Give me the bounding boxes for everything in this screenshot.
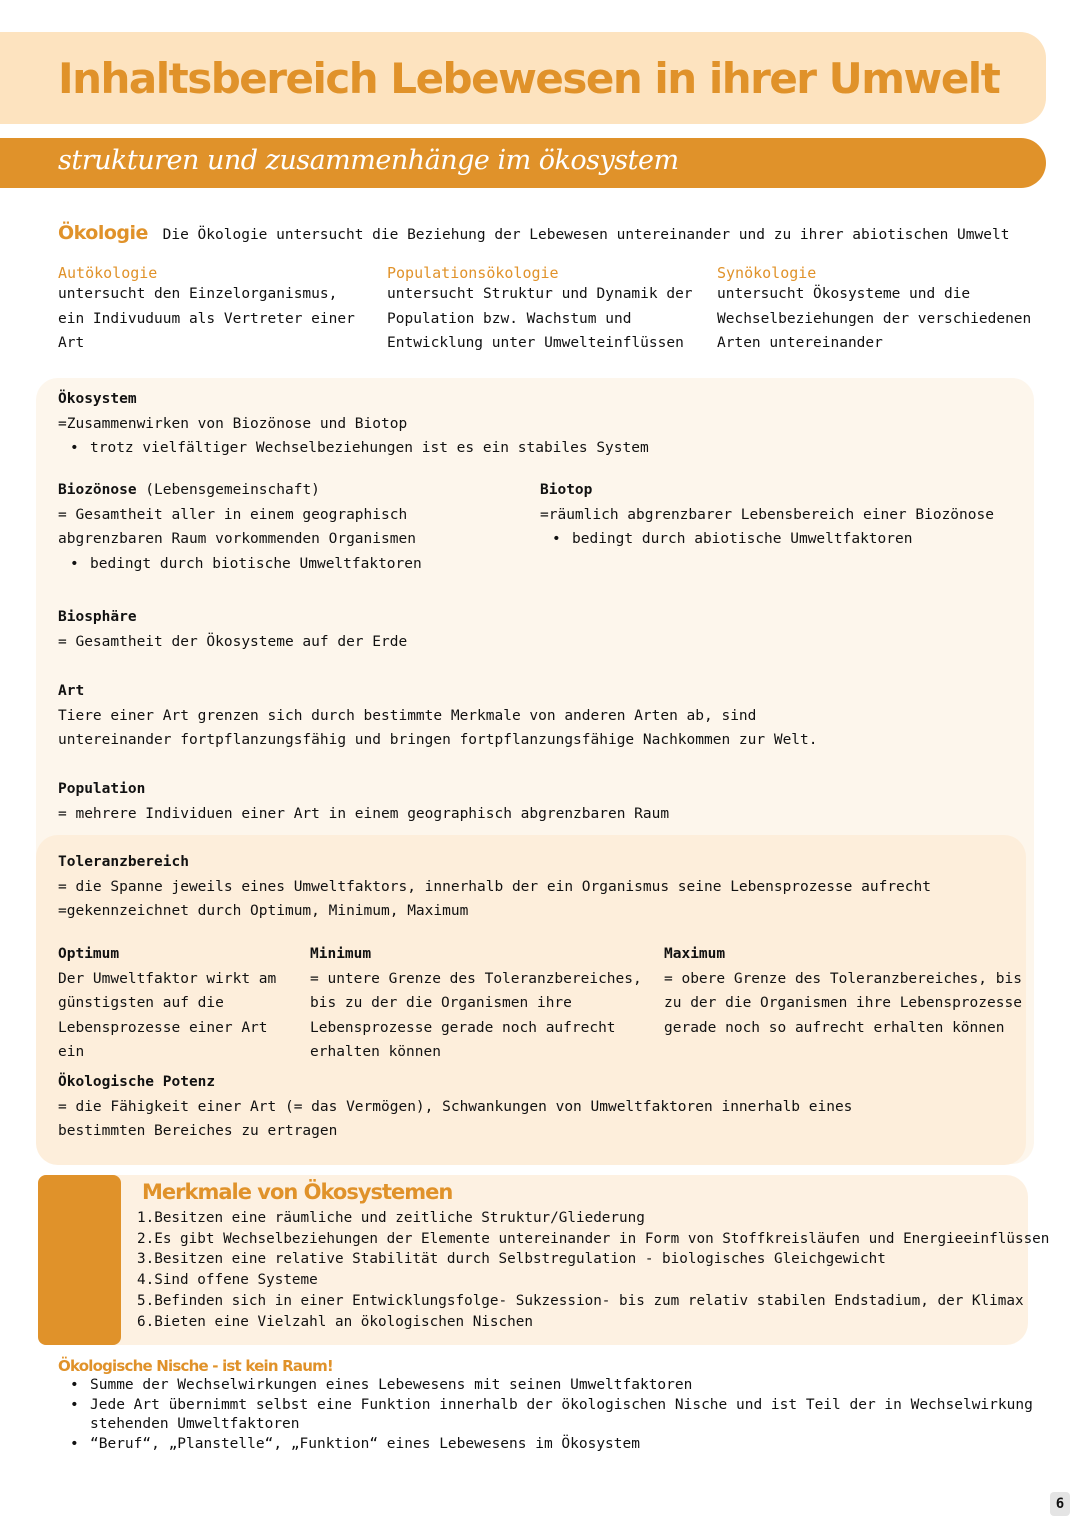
- column-title: Optimum: [58, 946, 120, 962]
- section-title: Ökosystem: [58, 391, 137, 407]
- oekologie-text: Die Ökologie untersucht die Beziehung der Lebewesen untereinander und zu ihrer abiotischen Umwelt: [162, 227, 1010, 243]
- column-text: Der Umweltfaktor wirkt am günstigsten auf die Lebensprozesse einer Art ein: [58, 970, 277, 1060]
- oekologie-term: Ökologie: [58, 222, 148, 244]
- biotop-section: [540, 478, 1020, 552]
- section-text: =räumlich abgrenzbarer Lebensbereich einer Biozönose: [540, 506, 994, 523]
- column-synoekologie: [717, 264, 1037, 356]
- column-autoekologie: [58, 264, 368, 356]
- column-title: Maximum: [664, 946, 726, 962]
- toleranz-section: [58, 850, 1018, 924]
- column-text: untersucht Struktur und Dynamik der Population bzw. Wachstum und Entwicklung unter Umwelteinflüssen: [387, 286, 693, 351]
- merkmale-title: Merkmale von Ökosystemen: [142, 1180, 453, 1204]
- art-section: [58, 679, 848, 753]
- section-text: = Gesamtheit aller in einem geographisch abgrenzbaren Raum vorkommenden Organismen: [58, 506, 416, 547]
- page-subtitle: strukturen und zusammenhänge im ökosystem: [58, 145, 679, 176]
- list-item: 1.Besitzen eine räumliche und zeitliche Struktur/Gliederung: [137, 1210, 645, 1226]
- minimum-column: [310, 942, 655, 1065]
- bullet-item: • “Beruf“, „Planstelle“, „Funktion“ eines Lebewesens im Ökosystem: [58, 1435, 1033, 1455]
- list-item: 5.Befinden sich in einer Entwicklungsfolge- Sukzession- bis zum relativ stabilen Endstadium, der Klimax: [137, 1292, 1024, 1309]
- bullet-item: • Summe der Wechselwirkungen eines Lebewesens mit seinen Umweltfaktoren: [58, 1376, 1033, 1396]
- section-text: = mehrere Individuen einer Art in einem geographisch abgrenzbaren Raum: [58, 805, 670, 822]
- page-title: Inhaltsbereich Lebewesen in ihrer Umwelt: [58, 54, 1000, 103]
- merkmale-accent-block: [38, 1175, 121, 1345]
- column-text: untersucht Ökosysteme und die Wechselbeziehungen der verschiedenen Arten untereinander: [717, 286, 1032, 351]
- title-note: (Lebensgemeinschaft): [136, 482, 320, 498]
- section-text: =gekennzeichnet durch Optimum, Minimum, Maximum: [58, 903, 469, 919]
- column-text: untersucht den Einzelorganismus, ein Indivuduum als Vertreter einer Art: [58, 286, 355, 351]
- section-title: Ökologische Potenz: [58, 1074, 216, 1090]
- section-text: Tiere einer Art grenzen sich durch bestimmte Merkmale von anderen Arten ab, sind untereinander fortpflanzungsfähig und bringen fortpflanzungsfähige Nachkommen zur Welt.: [58, 707, 818, 748]
- section-text: = die Fähigkeit einer Art (= das Vermögen), Schwankungen von Umweltfaktoren innerhalb eines bestimmten Bereiches zu ertragen: [58, 1098, 853, 1139]
- list-item: 3.Besitzen eine relative Stabilität durch Selbstregulation - biologisches Gleichgewicht: [137, 1251, 886, 1268]
- bullet-item: • bedingt durch abiotische Umweltfaktoren: [540, 527, 1020, 552]
- column-text: = obere Grenze des Toleranzbereiches, bis zu der die Organismen ihre Lebensprozesse gerade noch so aufrecht erhalten können: [664, 970, 1022, 1036]
- column-title: Populationsökologie: [387, 264, 559, 282]
- bullet-item: • trotz vielfältiger Wechselbeziehungen ist es ein stabiles System: [58, 436, 958, 461]
- potenz-section: [58, 1070, 918, 1144]
- biosphaere-section: [58, 605, 958, 654]
- section-title: Biotop: [540, 482, 593, 498]
- column-title: Minimum: [310, 946, 372, 962]
- oekosystem-section: [58, 387, 958, 461]
- section-text: = die Spanne jeweils eines Umweltfaktors, innerhalb der ein Organismus seine Lebensprozesse aufrecht: [58, 878, 931, 895]
- column-text: = untere Grenze des Toleranzbereiches, bis zu der die Organismen ihre Lebensprozesse gerade noch aufrecht erhalten können: [310, 970, 642, 1060]
- maximum-column: [664, 942, 1029, 1040]
- section-title: Biozönose: [58, 482, 137, 498]
- optimum-column: [58, 942, 293, 1065]
- section-title: Art: [58, 683, 85, 699]
- list-item: 4.Sind offene Systeme: [137, 1272, 318, 1289]
- section-text: =Zusammenwirken von Biozönose und Biotop: [58, 415, 408, 432]
- section-title: Toleranzbereich: [58, 854, 189, 870]
- nische-title: Ökologische Nische - ist kein Raum!: [58, 1357, 333, 1375]
- merkmale-list: [137, 1208, 1049, 1332]
- section-title: Population: [58, 781, 146, 797]
- column-title: Autökologie: [58, 264, 158, 282]
- nische-list: [58, 1376, 1033, 1454]
- column-title: Synökologie: [717, 264, 817, 282]
- bullet-item: • bedingt durch biotische Umweltfaktoren: [58, 552, 508, 577]
- list-item: 6.Bieten eine Vielzahl an ökologischen Nischen: [137, 1313, 533, 1330]
- section-text: = Gesamtheit der Ökosysteme auf der Erde: [58, 633, 408, 650]
- population-section: [58, 777, 958, 826]
- column-populationsoekologie: [387, 264, 697, 356]
- page-number: 6: [1050, 1492, 1070, 1516]
- section-title: Biosphäre: [58, 609, 137, 625]
- list-item: 2.Es gibt Wechselbeziehungen der Elemente untereinander in Form von Stoffkreisläufen und Energieeinflüssen: [137, 1230, 1050, 1247]
- biozoenose-section: [58, 478, 508, 576]
- oekologie-definition: [58, 222, 1058, 244]
- bullet-item: • Jede Art übernimmt selbst eine Funktion innerhalb der ökologischen Nische und ist Teil der in Wechselwirkung stehenden Umweltfaktoren: [58, 1396, 1033, 1435]
